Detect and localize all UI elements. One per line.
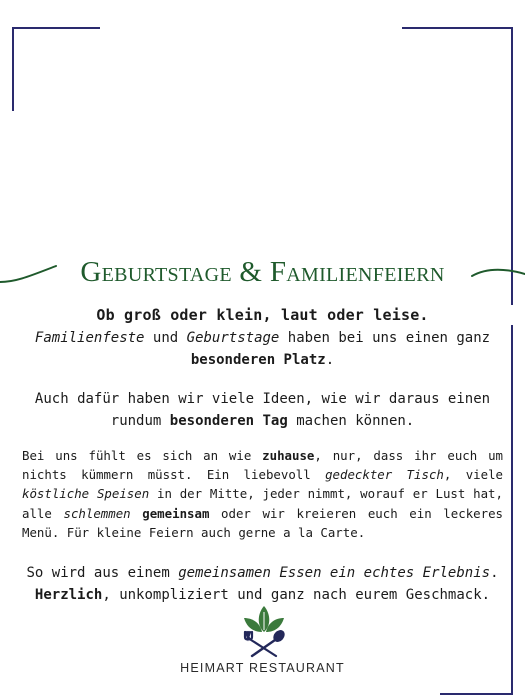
- text-segment: So wird aus einem: [26, 565, 179, 581]
- frame-top-left-horizontal: [12, 27, 100, 29]
- leaves-fork-spoon-icon: [238, 604, 290, 658]
- emphasis-koestliche-speisen: köstliche Speisen: [22, 486, 150, 502]
- emphasis-familienfeste: Familienfeste: [34, 330, 145, 346]
- emphasis-schlemmen: schlemmen: [63, 505, 131, 521]
- text-segment: Auch dafür haben wir viele Ideen, wie wir daraus einen rundum: [34, 391, 491, 429]
- paragraph-closing: [22, 562, 503, 606]
- text-segment: [131, 506, 143, 521]
- restaurant-name: HEIMART RESTAURANT: [180, 661, 345, 675]
- page-title: Geburtstage & Familienfeiern: [80, 256, 445, 288]
- strong-besonderen-tag: besonderen Tag: [169, 413, 288, 429]
- strong-herzlich: Herzlich: [34, 587, 103, 603]
- text-segment: .: [490, 565, 499, 581]
- frame-right-vertical-bottom: [511, 325, 513, 695]
- paragraph-ideas: [22, 388, 503, 432]
- frame-bottom-right-horizontal: [440, 693, 513, 695]
- emphasis-gedeckter-tisch: gedeckter Tisch: [325, 467, 444, 483]
- frame-top-right-horizontal: [402, 27, 512, 29]
- text-segment: haben bei uns einen ganz: [279, 330, 491, 346]
- text-segment: und: [144, 330, 187, 346]
- frame-top-left-vertical: [12, 27, 14, 111]
- text-segment: machen können.: [287, 413, 415, 429]
- text-segment: oder wir kreieren euch ein leckeres Menü. Für kleine Feiern auch gerne a la Carte.: [22, 505, 503, 540]
- paragraph-intro: [22, 327, 503, 371]
- text-segment: , viele: [443, 467, 503, 483]
- emphasis-geburtstage: Geburtstage: [186, 330, 280, 346]
- strong-gemeinsam: gemeinsam: [142, 505, 210, 521]
- lead-text: Ob groß oder klein, laut oder leise.: [96, 306, 429, 324]
- text-segment: in der Mitte, jeder nimmt, worauf er Lust hat, alle: [22, 486, 503, 521]
- emphasis-gemeinsamen-essen: gemeinsamen Essen ein echtes Erlebnis: [178, 565, 491, 581]
- paragraph-details: [22, 446, 503, 542]
- text-segment: , nur, dass ihr euch um nichts kümmern müsst. Ein liebevoll: [22, 448, 503, 483]
- text-segment: Bei uns fühlt es sich an wie: [22, 448, 263, 463]
- strong-besonderen-platz: besonderen Platz: [190, 352, 326, 368]
- strong-zuhause: zuhause: [262, 448, 315, 463]
- text-segment: , unkompliziert und ganz nach eurem Geschmack.: [102, 587, 491, 603]
- text-segment: .: [325, 352, 335, 368]
